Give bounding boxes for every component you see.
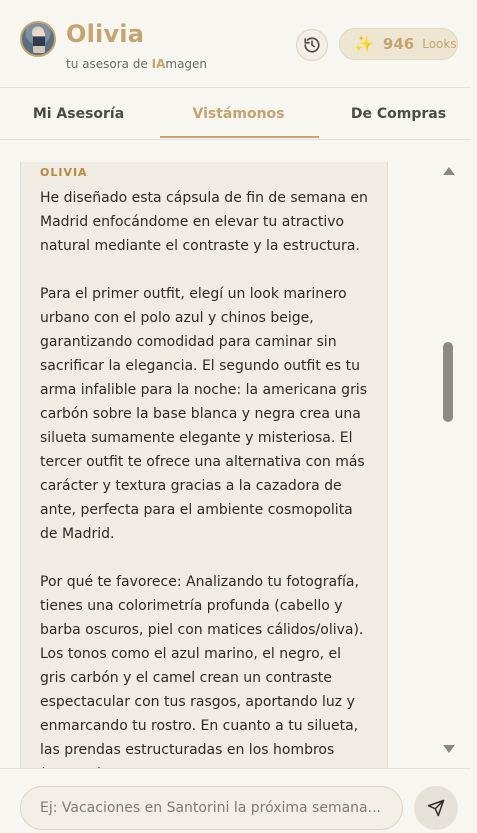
scroll-up-arrow-icon[interactable] bbox=[443, 167, 455, 175]
subtitle-prefix: tu asesora de bbox=[66, 57, 152, 71]
message-sender: OLIVIA bbox=[40, 166, 88, 179]
send-icon bbox=[427, 799, 445, 817]
message-paragraph: Para el primer outfit, elegí un look marinero urbano con el polo azul y chinos beige, garantizando comodidad para caminar sin sacrificar la elegancia. El segundo outfit es tu arma infalible para la noche: la americana gris carbón sobre la base blanca y negra crea una silueta sumamente elegante y misteriosa. El tercer outfit te ofrece una alternativa con más carácter y textura gracias a la cazadora de ante, perfecta para el ambiente cosmopolita de Madrid. bbox=[40, 286, 368, 542]
tab-bar bbox=[0, 88, 471, 140]
subtitle-highlight: IA bbox=[151, 57, 166, 71]
assistant-name: Olivia bbox=[66, 20, 145, 48]
looks-count: 946 bbox=[382, 35, 415, 53]
tab-de-compras[interactable]: De Compras bbox=[350, 106, 447, 122]
message-paragraph: Por qué te favorece: Analizando tu fotografía, tienes una colorimetría profunda (cabello y barba oscuros, piel con matices cálidos/oliva). Los tonos como el azul marino, el negro, el gris carbón y el camel crean un contraste espectacular con tus rasgos, aportando luz y enmarcando tu rostro. En cuanto a tu silueta, las prendas estructuradas en los hombros bbox=[40, 574, 364, 758]
assistant-message bbox=[20, 162, 388, 782]
send-button[interactable] bbox=[414, 786, 458, 830]
avatar-figure bbox=[33, 29, 45, 53]
chat-scrollbar[interactable] bbox=[441, 161, 455, 755]
message-input[interactable] bbox=[20, 786, 403, 830]
looks-label: Looks bbox=[422, 37, 457, 51]
looks-credits-button[interactable] bbox=[339, 28, 458, 60]
message-composer bbox=[0, 768, 471, 833]
sparkle-icon: ✨ bbox=[354, 34, 374, 53]
subtitle-suffix: magen bbox=[165, 57, 208, 71]
tab-vistamonos[interactable]: Vistámonos bbox=[192, 106, 285, 122]
tab-mi-asesoria[interactable]: Mi Asesoría bbox=[32, 106, 125, 122]
chat-area bbox=[0, 141, 471, 768]
scroll-thumb[interactable] bbox=[443, 342, 453, 422]
assistant-subtitle bbox=[66, 57, 207, 71]
message-paragraph: He diseñado esta cápsula de fin de semana en Madrid enfocándome en elevar tu atractivo natural mediante el contraste y la estructura. bbox=[40, 190, 368, 254]
history-button[interactable] bbox=[296, 29, 328, 61]
avatar[interactable] bbox=[20, 21, 56, 57]
scroll-down-arrow-icon[interactable] bbox=[443, 745, 455, 753]
app-header bbox=[0, 0, 471, 88]
history-icon bbox=[303, 36, 321, 54]
active-tab-indicator bbox=[160, 136, 319, 138]
message-body bbox=[40, 186, 369, 786]
